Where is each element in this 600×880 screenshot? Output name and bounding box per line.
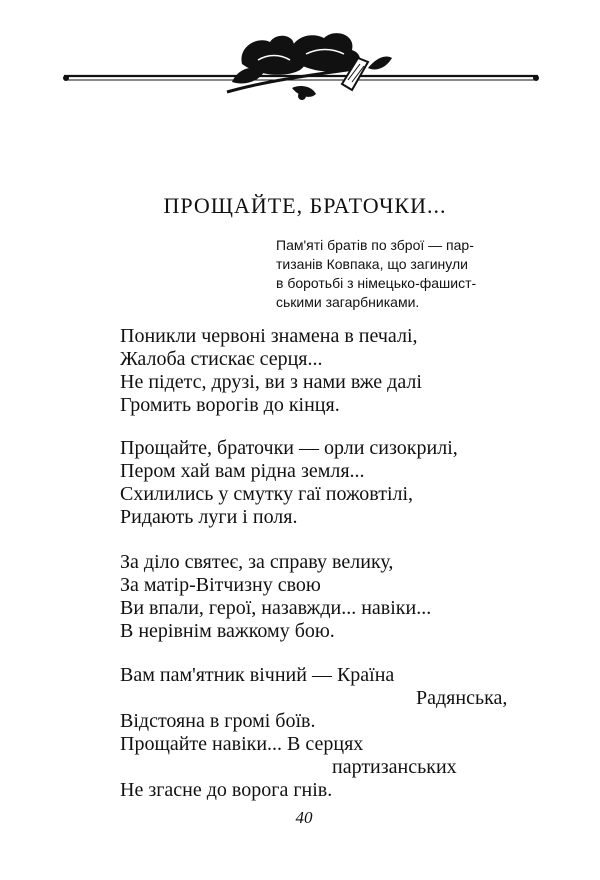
epigraph-line: тизанів Ковпака, що загинули [276,256,468,272]
verse-line: Прощайте, браточки — орли сизокрилі, [120,437,458,459]
verse-line: Схилились у смутку гаї пожовтілі, [120,483,414,505]
verse-line: Громить ворогів до кінця. [120,394,340,416]
verse-line: Жалоба стискає серця... [120,348,323,370]
verse-line: За діло святеє, за справу велику, [120,551,394,573]
epigraph-line: в боротьбі з німецько-фашист- [276,275,477,291]
epigraph [276,236,536,312]
stanza [120,325,540,417]
verse-line-continuation: партизанських [332,756,457,778]
verse-line: Пером хай вам рідна земля... [120,460,365,482]
verse-line: Не підетс, друзі, ви з нами вже далі [120,371,422,393]
verse-line: Ви впали, герої, назавжди... навіки... [120,597,432,619]
verse-line-continuation: Радянська, [416,687,508,709]
epigraph-line: Пам'яті братів по зброї — пар- [276,237,474,253]
verse-line: Поникли червоні знамена в печалі, [120,325,418,347]
stanza [120,437,540,529]
poem-title: ПРОЩАЙТЕ, БРАТОЧКИ... [163,193,447,218]
verse-line: Вам пам'ятник вічний — Країна [120,664,395,686]
verse-line: В нерівнім важкому бою. [120,620,335,642]
verse-line: Ридають луги і поля. [120,506,298,528]
laurel-branch-with-ribbon-icon [62,24,542,104]
verse-line: Не згасне до ворога гнів. [120,779,333,801]
verse-line: За матір-Вітчизну свою [120,574,321,596]
epigraph-line: ськими загарбниками. [276,294,420,310]
stanza [120,664,540,802]
verse-line: Відстояна в громі боїв. [120,710,316,732]
verse-line: Прощайте навіки... В серцях [120,733,364,755]
stanza [120,551,540,643]
page-number: 40 [295,808,313,827]
